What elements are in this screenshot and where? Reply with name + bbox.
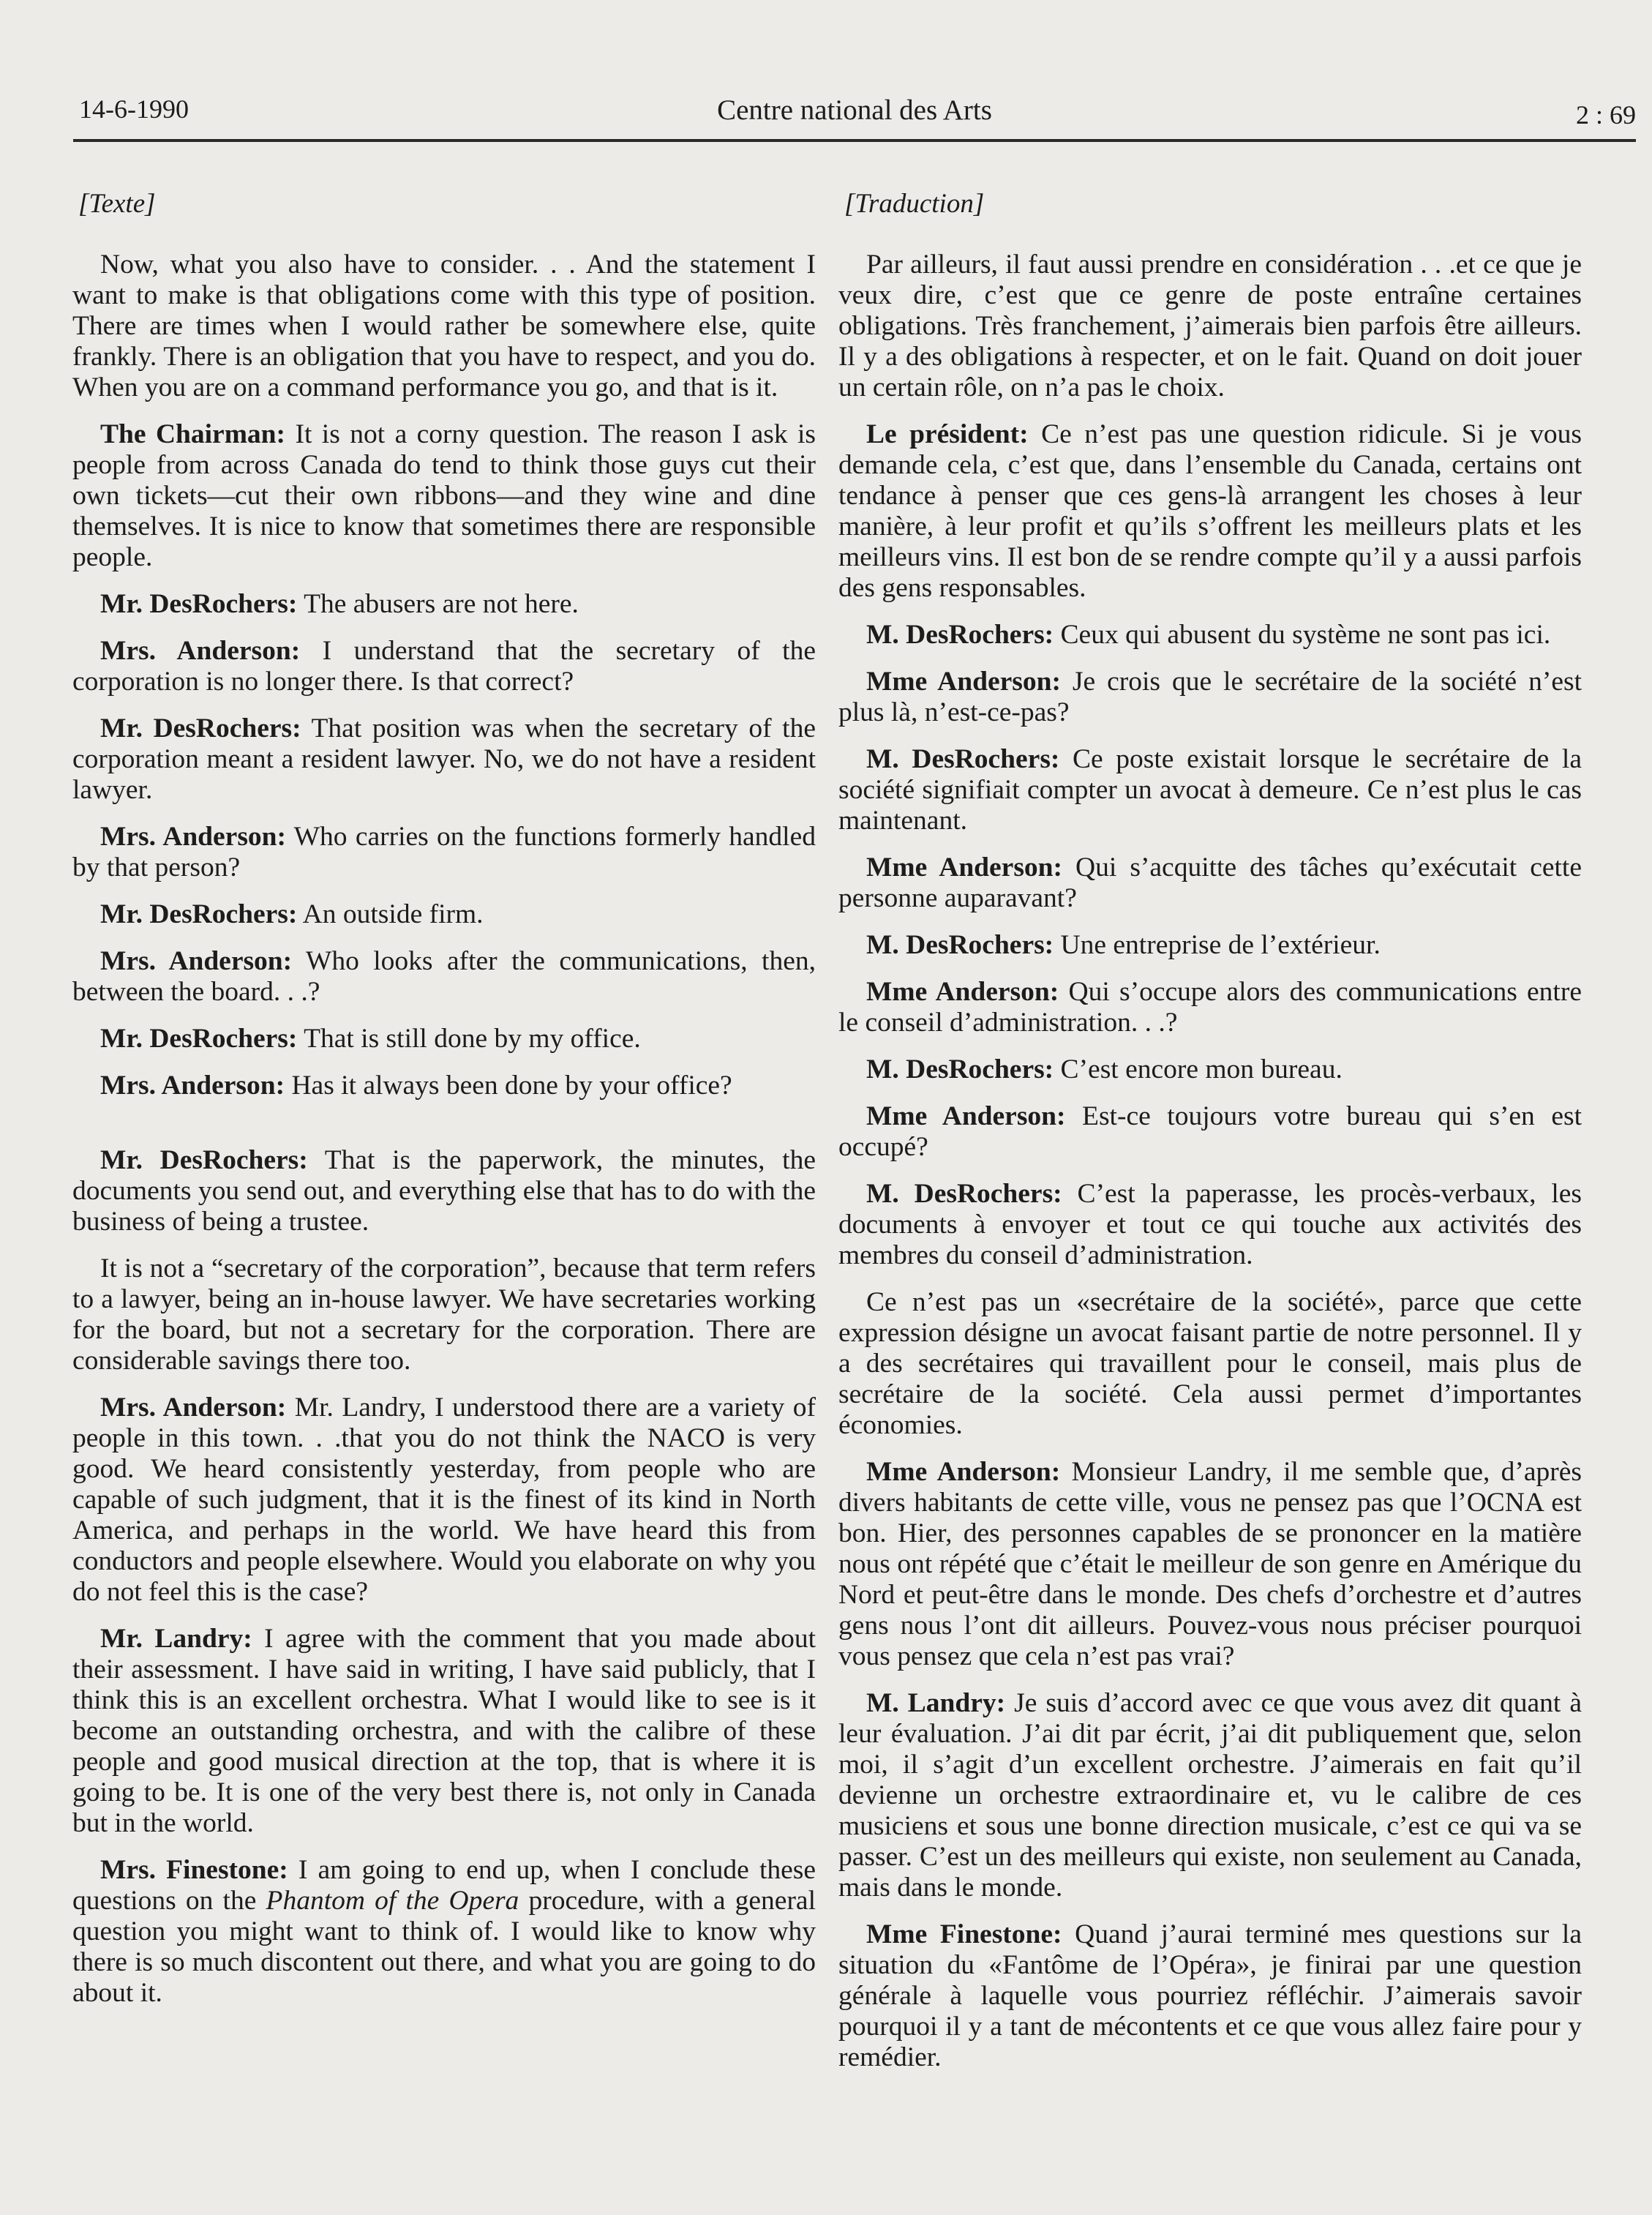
speaker-name: Mme Anderson: — [866, 852, 1063, 882]
speech — [838, 419, 1582, 604]
speech — [838, 1179, 1582, 1271]
speech — [838, 1919, 1582, 2073]
speech-text: C’est encore mon bureau. — [1054, 1054, 1343, 1084]
column-label-traduction: [Traduction] — [844, 189, 985, 219]
speech — [838, 1054, 1582, 1085]
speaker-name: Mme Finestone: — [866, 1919, 1062, 1949]
speaker-name: Mrs. Anderson: — [100, 822, 287, 852]
speech — [72, 1624, 816, 1839]
speaker-name: Mr. DesRochers: — [100, 589, 298, 619]
speech-text: Quand j’aurai terminé mes questions sur la situation du «Fantôme de l’Opéra», je finirai par une question générale à laquelle vous pourriez réfléchir. J’aimerais savoir pourquoi il y a tant de mécontents et ce que vous allez faire pour y remédier. — [838, 1919, 1582, 2072]
speaker-name: Mr. DesRochers: — [100, 1145, 308, 1175]
french-column — [838, 187, 1582, 2089]
speech — [72, 1071, 816, 1101]
page-number: 2 : 69 — [1575, 100, 1636, 130]
speech-text: Je suis d’accord avec ce que vous avez dit quant à leur évaluation. J’ai dit par écrit, j’ai dit publiquement que, selon moi, il s’agit d’un excellent orchestre. J’aimerais en fait qu’il devienne un orchestre extraordinaire et, vu le calibre de ces musiciens et sous une bonne direction musicale, c’est ce qui va se passer. C’est un des meilleurs qui existe, non seulement au Canada, mais dans le monde. — [838, 1688, 1582, 1903]
speech — [838, 852, 1582, 914]
speaker-name: M. Landry: — [866, 1688, 1006, 1718]
page-header — [73, 94, 1636, 139]
speech — [72, 419, 816, 573]
header-date: 14-6-1990 — [79, 94, 189, 124]
speech-text: Une entreprise de l’extérieur. — [1054, 930, 1381, 960]
speaker-name: Mme Anderson: — [866, 1457, 1061, 1487]
speech — [838, 1457, 1582, 1672]
speaker-name: Le président: — [866, 419, 1029, 449]
speaker-name: Mr. DesRochers: — [100, 1024, 298, 1054]
speaker-name: M. DesRochers: — [866, 1179, 1062, 1209]
speech-text: It is not a corny question. The reason I ask is people from across Canada do tend to think those guys cut their own tickets—cut their own ribbons—and they wine and dine themselves. It is nice to know that sometimes there are responsible people. — [72, 419, 816, 572]
speech — [838, 744, 1582, 836]
speech — [838, 620, 1582, 651]
speaker-name: Mrs. Anderson: — [100, 1393, 287, 1423]
speech — [72, 1855, 816, 2009]
speaker-name: The Chairman: — [100, 419, 286, 449]
speech-text: That position was when the secretary of the corporation meant a resident lawyer. No, we do not have a resident lawyer. — [72, 713, 816, 805]
speaker-name: Mrs. Anderson: — [100, 636, 301, 666]
speech-text: C’est la paperasse, les procès-verbaux, les documents à envoyer et tout ce qui touche aux activités des membres du conseil d’administration. — [838, 1179, 1582, 1270]
speech-text: I am going to end up, when I conclude these questions on the — [72, 1855, 816, 1916]
speech — [72, 1145, 816, 1237]
paragraph: Now, what you also have to consider. . . And the statement I want to make is that obligations come with this type of position. There are times when I would rather be somewhere else, quite frankly. There is an obligation that you have to respect, and you do. When you are on a command performance you go, and that is it. — [72, 250, 816, 402]
speech — [72, 1393, 816, 1608]
speech — [72, 589, 816, 620]
speech-text: The abusers are not here. — [297, 589, 579, 619]
speech — [838, 667, 1582, 728]
speaker-name: Mr. Landry: — [100, 1624, 252, 1654]
speaker-name: M. DesRochers: — [866, 744, 1060, 774]
header-title: Centre national des Arts — [717, 94, 992, 126]
english-column — [72, 187, 816, 2025]
speaker-name: M. DesRochers: — [866, 620, 1054, 650]
speech — [838, 1101, 1582, 1163]
italic-title: Phantom of the Opera — [266, 1886, 519, 1916]
paragraph: Par ailleurs, il faut aussi prendre en considération . . .et ce que je veux dire, c’est que ce genre de poste entraîne certaines obligations. Très franchement, j’aimerais bien parfois être ailleurs. Il y a des obligations à respecter, et on le fait. Quand on doit jouer un certain rôle, on n’a pas le choix. — [838, 250, 1582, 402]
speech-text: Who carries on the functions formerly handled by that person? — [72, 822, 816, 882]
speech-text: That is the paperwork, the minutes, the documents you send out, and everything else that has to do with the business of being a trustee. — [72, 1145, 816, 1237]
speech-text: Ce poste existait lorsque le secrétaire de la société signifiait compter un avocat à demeure. Ce n’est plus le cas maintenant. — [838, 744, 1582, 836]
speech-text: Ceux qui abusent du système ne sont pas ici. — [1054, 620, 1551, 650]
speech-text: Has it always been done by your office? — [285, 1071, 732, 1101]
speech — [72, 946, 816, 1008]
speech-text: Je crois que le secrétaire de la société n’est plus là, n’est-ce-pas? — [838, 667, 1582, 727]
speech — [838, 977, 1582, 1038]
speech-text: I agree with the comment that you made about their assessment. I have said in writing, I have said publicly, that I think this is an excellent orchestra. What I would like to see is it become an outstanding orchestra, and with the calibre of these people and good musical direction at the top, that is where it is going to be. It is one of the very best there is, not only in Canada but in the world. — [72, 1624, 816, 1838]
speech — [838, 1688, 1582, 1903]
speaker-name: Mrs. Finestone: — [100, 1855, 288, 1885]
speech-text: Qui s’acquitte des tâches qu’exécutait cette personne auparavant? — [838, 852, 1582, 913]
speech-text: I understand that the secretary of the corporation is no longer there. Is that correct? — [72, 636, 816, 697]
speaker-name: Mme Anderson: — [866, 977, 1059, 1007]
speaker-name: Mr. DesRochers: — [100, 899, 298, 929]
speech-text: Qui s’occupe alors des communications entre le conseil d’administration. . .? — [838, 977, 1582, 1038]
speech-text: Who looks after the communications, then, between the board. . .? — [72, 946, 816, 1007]
speaker-name: Mr. DesRochers: — [100, 713, 301, 743]
column-label-texte: [Texte] — [78, 189, 156, 219]
speech — [72, 1024, 816, 1054]
speech-text: Monsieur Landry, il me semble que, d’après divers habitants de cette ville, vous ne pensez pas que l’OCNA est bon. Hier, des personnes capables de se prononcer en la matière nous ont répété que c’était le meilleur de son genre en Amérique du Nord et peut-être dans le monde. Des chefs d’orchestre et d’autres gens nous l’ont dit ailleurs. Pouvez-vous nous préciser pourquoi vous pensez que cela n’est pas vrai? — [838, 1457, 1582, 1671]
speech-text: An outside firm. — [297, 899, 484, 929]
speech — [72, 822, 816, 883]
speaker-name: Mme Anderson: — [866, 667, 1061, 697]
speech-text: Ce n’est pas une question ridicule. Si je vous demande cela, c’est que, dans l’ensemble du Canada, certains ont tendance à penser que ces gens-là arrangent les choses à leur manière, à leur profit et qu’ils s’offrent les meilleurs plats et les meilleurs vins. Il est bon de se rendre compte qu’il y a aussi parfois des gens responsables. — [838, 419, 1582, 603]
speaker-name: Mrs. Anderson: — [100, 946, 293, 976]
speaker-name: M. DesRochers: — [866, 930, 1054, 960]
speech — [72, 899, 816, 930]
speech-text: Mr. Landry, I understood there are a variety of people in this town. . .that you do not think the NACO is very good. We heard consistently yesterday, from people who are capable of such judgment, that it is the finest of its kind in North America, and perhaps in the world. We have heard this from conductors and people elsewhere. Would you elaborate on why you do not feel this is the case? — [72, 1393, 816, 1607]
speech-text: That is still done by my office. — [297, 1024, 641, 1054]
paragraph: It is not a “secretary of the corporation”, because that term refers to a lawyer, being an in-house lawyer. We have secretaries working for the board, but not a secretary for the corporation. There are considerable savings there too. — [72, 1253, 816, 1376]
speaker-name: Mrs. Anderson: — [100, 1071, 285, 1101]
speech-text: Est-ce toujours votre bureau qui s’en est occupé? — [838, 1101, 1582, 1162]
speech — [72, 713, 816, 806]
speaker-name: M. DesRochers: — [866, 1054, 1054, 1084]
header-rule — [73, 139, 1636, 142]
speaker-name: Mme Anderson: — [866, 1101, 1066, 1131]
speech — [72, 636, 816, 697]
paragraph: Ce n’est pas un «secrétaire de la société», parce que cette expression désigne un avocat faisant partie de notre personnel. Il y a des secrétaires qui travaillent pour le conseil, mais plus de secrétaire de la société. Cela aussi permet d’importantes économies. — [838, 1287, 1582, 1440]
speech-text: procedure, with a general question you might want to think of. I would like to know why there is so much discontent out there, and what you are going to do about it. — [72, 1886, 816, 2008]
speech — [838, 930, 1582, 961]
